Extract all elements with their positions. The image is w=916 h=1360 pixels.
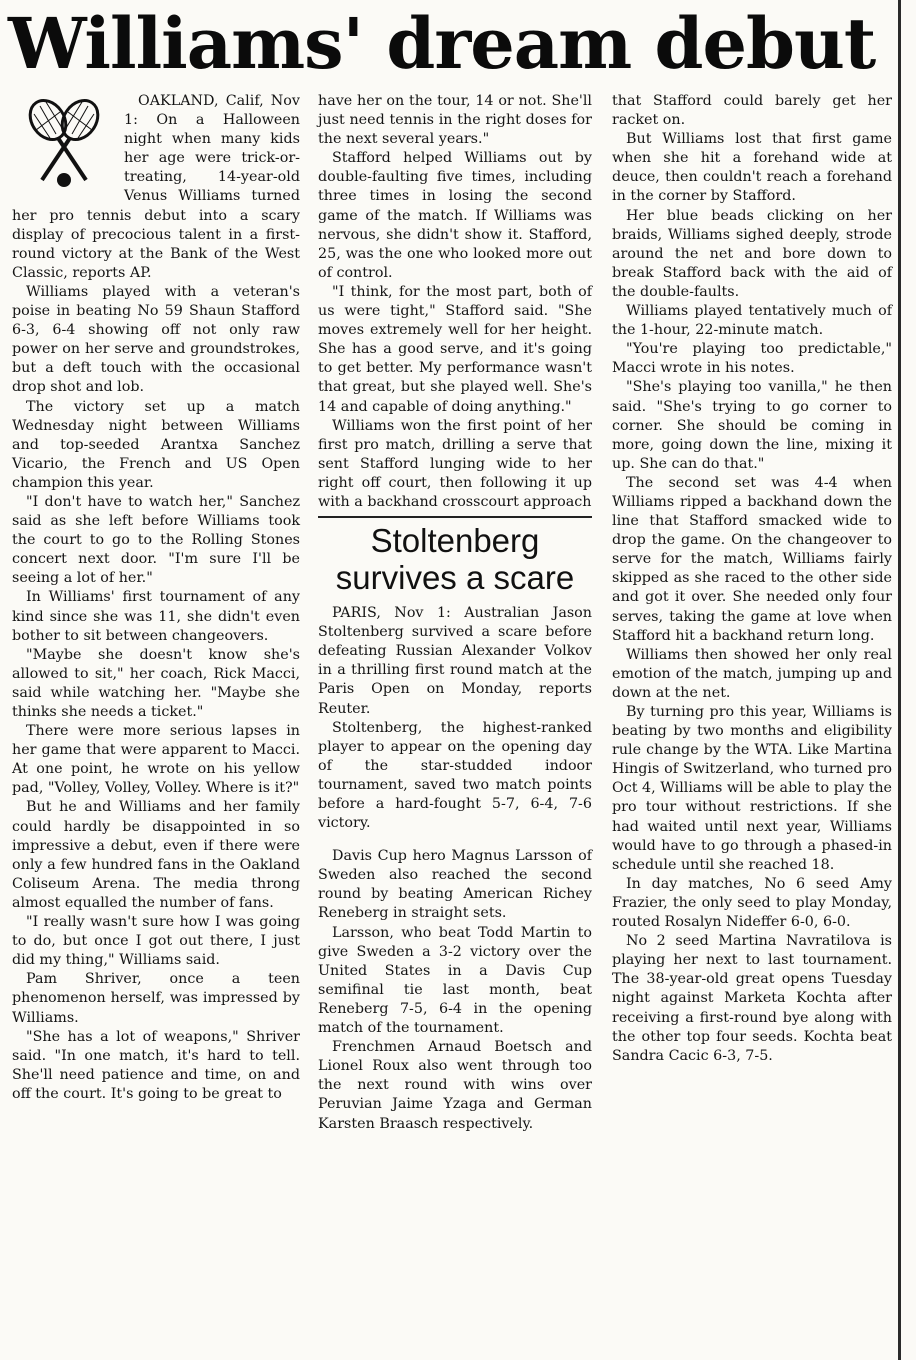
paragraph: By turning pro this year, Williams is beating by two months and eligibility rule change by the WTA. Like Martina Hingis of Switzerland, who turned pro Oct 4, Williams will be able to play the pro tour without restrictions. If she had waited until next year, Williams would have to go through a phased-in schedule until she reached 18. bbox=[612, 704, 892, 873]
paragraph: Williams played tentatively much of the 1-hour, 22-minute match. bbox=[612, 303, 892, 339]
main-story-column-2 bbox=[318, 92, 592, 1134]
paragraph: Williams then showed her only real emotion of the match, jumping up and down at the net. bbox=[612, 646, 892, 701]
paragraph: But Williams lost that first game when she hit a forehand wide at deuce, then couldn't reach a forehand in the corner by Stafford. bbox=[612, 131, 892, 205]
paragraph: "I think, for the most part, both of us were tight," Stafford said. "She moves extremely well for her height. She has a good serve, and it's going to get better. My performance wasn't that great, but she played well. She's 14 and capable of doing anything." bbox=[318, 283, 592, 415]
paragraph: Davis Cup hero Magnus Larsson of Sweden also reached the second round by beating American Richey Reneberg in straight sets. bbox=[318, 848, 592, 922]
subhead: Stoltenberg survives a scare bbox=[318, 516, 592, 596]
paragraph: Her blue beads clicking on her braids, Williams sighed deeply, strode around the net and bore down to break Stafford back with the aid of the double-faults. bbox=[612, 207, 892, 300]
paragraph: "I don't have to watch her," Sanchez said as she left before Williams took the court to go to the Rolling Stones concert next door. "I'm sure I'll be seeing a lot of her." bbox=[12, 493, 300, 587]
paragraph: No 2 seed Martina Navratilova is playing her next to last tournament. The 38-year-old great opens Tuesday night against Marketa Kochta after receiving a first-round bye along with the other top four seeds. Kochta beat Sandra Cacic 6-3, 7-5. bbox=[612, 933, 892, 1064]
paragraph: "Maybe she doesn't know she's allowed to sit," her coach, Rick Macci, said while watching her. "Maybe she thinks she needs a ticket." bbox=[12, 646, 300, 720]
paragraph: The victory set up a match Wednesday night between Williams and top-seeded Arantxa Sanchez Vicario, the French and US Open champion this year. bbox=[12, 398, 300, 491]
paragraph: "You're playing too predictable," Macci wrote in his notes. bbox=[612, 341, 892, 377]
paragraph: Williams played with a veteran's poise in beating No 59 Shaun Stafford 6-3, 6-4 showing off not only raw power on her serve and groundstrokes, but a deft touch with the occasional drop shot and lob. bbox=[12, 283, 300, 396]
paragraph: Stafford helped Williams out by double-faulting five times, including three times in losing the second game of the match. If Williams was nervous, she didn't show it. Stafford, 25, was the one who looked more out of control. bbox=[318, 150, 592, 281]
paragraph: Williams won the first point of her first pro match, drilling a serve that sent Stafford lunging wide to her right off court, then following it up with a backhand crosscourt approach bbox=[318, 417, 592, 510]
main-story-column-1 bbox=[12, 92, 300, 1104]
paragraph: "I really wasn't sure how I was going to do, but once I got out there, I just did my thing," Williams said. bbox=[12, 914, 300, 969]
paragraph: In Williams' first tournament of any kind since she was 11, she didn't even bother to sit between changeovers. bbox=[12, 589, 300, 644]
crossed-tennis-rackets-icon bbox=[12, 92, 116, 190]
paragraph: Stoltenberg, the highest-ranked player to appear on the opening day of the star-studded indoor tournament, saved two match points before a hard-fought 5-7, 6-4, 7-6 victory. bbox=[318, 719, 592, 832]
main-story-column-3 bbox=[612, 92, 892, 1066]
paragraph: have her on the tour, 14 or not. She'll just need tennis in the right doses for the next several years." bbox=[318, 93, 592, 148]
paragraph: PARIS, Nov 1: Australian Jason Stoltenberg survived a scare before defeating Russian Alexander Volkov in a thrilling first round match at the Paris Open on Monday, reports Reuter. bbox=[318, 605, 592, 717]
paragraph: Larsson, who beat Todd Martin to give Sweden a 3-2 victory over the United States in a Davis Cup semifinal tie last month, beat Reneberg 7-5, 6-4 in the opening match of the tournament. bbox=[318, 924, 592, 1037]
paragraph: that Stafford could barely get her racket on. bbox=[612, 93, 892, 129]
spacer bbox=[318, 833, 592, 847]
paragraph: In day matches, No 6 seed Amy Frazier, the only seed to play Monday, routed Rosalyn Nideffer 6-0, 6-0. bbox=[612, 875, 892, 931]
paragraph: Pam Shriver, once a teen phenomenon herself, was impressed by Williams. bbox=[12, 971, 300, 1026]
paragraph: The second set was 4-4 when Williams ripped a backhand down the line that Stafford smacked wide to drop the game. On the changeover to serve for the match, Williams fairly skipped as she raced to the other side and got it over. She needed only four serves, taking the game at love when Stafford hit a backhand return long. bbox=[612, 474, 892, 644]
column-rule bbox=[898, 0, 901, 1360]
paragraph: OAKLAND, Calif, Nov 1: On a Halloween night when many kids her age were trick-or-treating, 14-year-old Venus Williams turned her pro tennis debut into a scary display of precocious talent in a first-round victory at the Bank of the West Classic, reports AP. bbox=[12, 93, 300, 281]
paragraph: There were more serious lapses in her game that were apparent to Macci. At one point, he wrote on his yellow pad, "Volley, Volley, Volley. Where is it?" bbox=[12, 723, 300, 797]
paragraph: "She has a lot of weapons," Shriver said. "In one match, it's hard to tell. She'll need patience and time, on and off the court. It's going to be great to bbox=[12, 1028, 300, 1102]
headline: Williams' dream debut bbox=[8, 2, 876, 85]
paragraph: Frenchmen Arnaud Boetsch and Lionel Roux also went through too the next round with wins over Peruvian Jaime Yzaga and German Karsten Braasch respectively. bbox=[318, 1039, 592, 1132]
paragraph: But he and Williams and her family could hardly be disappointed in so impressive a debut, even if there were only a few hundred fans in the Oakland Coliseum Arena. The media throng almost equalled the number of fans. bbox=[12, 799, 300, 911]
paragraph: "She's playing too vanilla," he then said. "She's trying to go corner to corner. She should be coming in more, going down the line, mixing it up. She can do that." bbox=[612, 379, 892, 472]
